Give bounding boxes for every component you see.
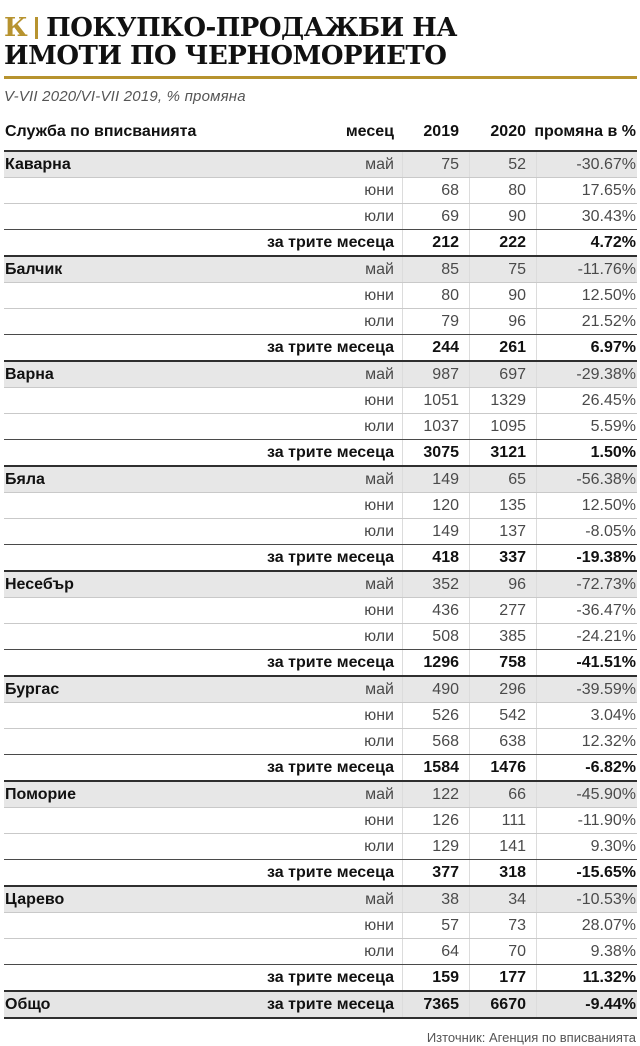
change-cell: 30.43%	[536, 204, 637, 229]
value-2019-cell: 79	[402, 309, 469, 334]
city-cell: Балчик	[5, 260, 63, 278]
total-label-cell: за трите месеца	[267, 968, 394, 986]
city-cell: Каварна	[5, 155, 71, 173]
city-cell	[4, 283, 215, 308]
change-cell: -36.47%	[536, 598, 637, 623]
value-2019-cell: 38	[402, 887, 469, 912]
table-row	[4, 283, 637, 309]
section-total-row	[4, 230, 637, 257]
value-2020-cell: 75	[469, 257, 536, 282]
table-row	[4, 414, 637, 440]
month-cell: май	[365, 575, 394, 593]
total-city-cell: Общо	[5, 995, 51, 1013]
change-cell: 21.52%	[536, 309, 637, 334]
value-2019-cell: 436	[402, 598, 469, 623]
total-month-cell: за трите месеца	[267, 995, 394, 1013]
month-cell: май	[365, 155, 394, 173]
change-cell: -10.53%	[536, 887, 637, 912]
change-cell: -19.38%	[536, 545, 637, 570]
value-2020-cell: 277	[469, 598, 536, 623]
month-cell: юни	[364, 286, 394, 304]
city-section	[4, 152, 637, 257]
change-cell: 4.72%	[536, 230, 637, 255]
total-2019-cell: 7365	[402, 992, 469, 1017]
month-cell: май	[365, 260, 394, 278]
value-2019-cell: 244	[402, 335, 469, 360]
month-cell: юни	[364, 706, 394, 724]
city-cell	[4, 808, 215, 833]
city-cell	[4, 440, 215, 465]
change-cell: -29.38%	[536, 362, 637, 387]
value-2020-cell: 90	[469, 204, 536, 229]
value-2019-cell: 1037	[402, 414, 469, 439]
value-2020-cell: 90	[469, 283, 536, 308]
city-cell	[4, 204, 215, 229]
value-2020-cell: 542	[469, 703, 536, 728]
value-2019-cell: 1051	[402, 388, 469, 413]
change-cell: 12.32%	[536, 729, 637, 754]
table-row	[4, 178, 637, 204]
value-2019-cell: 122	[402, 782, 469, 807]
section-total-row	[4, 545, 637, 572]
change-cell: 1.50%	[536, 440, 637, 465]
city-cell	[4, 913, 215, 938]
value-2019-cell: 418	[402, 545, 469, 570]
value-2020-cell: 66	[469, 782, 536, 807]
value-2020-cell: 222	[469, 230, 536, 255]
change-cell: -8.05%	[536, 519, 637, 544]
value-2020-cell: 52	[469, 152, 536, 177]
city-cell	[4, 230, 215, 255]
month-cell: юли	[364, 522, 394, 540]
month-cell: юли	[364, 312, 394, 330]
change-cell: 9.30%	[536, 834, 637, 859]
month-cell: май	[365, 890, 394, 908]
value-2019-cell: 508	[402, 624, 469, 649]
value-2020-cell: 1329	[469, 388, 536, 413]
value-2020-cell: 96	[469, 572, 536, 597]
value-2019-cell: 85	[402, 257, 469, 282]
city-cell	[4, 545, 215, 570]
city-cell	[4, 834, 215, 859]
change-cell: -72.73%	[536, 572, 637, 597]
month-cell: юли	[364, 732, 394, 750]
value-2019-cell: 149	[402, 519, 469, 544]
change-cell: -39.59%	[536, 677, 637, 702]
change-cell: -30.67%	[536, 152, 637, 177]
month-cell: май	[365, 680, 394, 698]
table-row	[4, 493, 637, 519]
city-cell	[4, 755, 215, 780]
table-row	[4, 572, 637, 598]
value-2019-cell: 64	[402, 939, 469, 964]
city-cell	[4, 729, 215, 754]
value-2019-cell: 987	[402, 362, 469, 387]
month-cell: май	[365, 470, 394, 488]
header-2020: 2020	[490, 123, 526, 140]
month-cell: юни	[364, 391, 394, 409]
city-cell	[4, 598, 215, 623]
month-cell: юли	[364, 942, 394, 960]
title-separator-bar	[35, 17, 38, 39]
value-2019-cell: 568	[402, 729, 469, 754]
total-label-cell: за трите месеца	[267, 863, 394, 881]
value-2020-cell: 177	[469, 965, 536, 990]
month-cell: юни	[364, 811, 394, 829]
table-row	[4, 362, 637, 388]
section-total-row	[4, 440, 637, 467]
month-cell: май	[365, 785, 394, 803]
brand-logo-k: К	[4, 13, 28, 43]
change-cell: -56.38%	[536, 467, 637, 492]
city-cell	[4, 965, 215, 990]
table-row	[4, 834, 637, 860]
city-cell	[4, 860, 215, 885]
value-2019-cell: 120	[402, 493, 469, 518]
value-2020-cell: 697	[469, 362, 536, 387]
change-cell: 11.32%	[536, 965, 637, 990]
month-cell: юни	[364, 916, 394, 934]
total-change-cell: -9.44%	[536, 992, 637, 1017]
city-cell: Несебър	[5, 575, 74, 593]
table-header-row	[4, 114, 637, 152]
value-2019-cell: 75	[402, 152, 469, 177]
table-row	[4, 388, 637, 414]
change-cell: 6.97%	[536, 335, 637, 360]
value-2019-cell: 80	[402, 283, 469, 308]
city-cell	[4, 335, 215, 360]
value-2020-cell: 70	[469, 939, 536, 964]
value-2019-cell: 377	[402, 860, 469, 885]
change-cell: -24.21%	[536, 624, 637, 649]
city-cell	[4, 519, 215, 544]
table-row	[4, 808, 637, 834]
city-cell: Поморие	[5, 785, 76, 803]
total-label-cell: за трите месеца	[267, 758, 394, 776]
table-row	[4, 598, 637, 624]
section-total-row	[4, 755, 637, 782]
month-cell: юли	[364, 627, 394, 645]
city-section	[4, 467, 637, 572]
table-row	[4, 519, 637, 545]
city-section	[4, 782, 637, 887]
value-2019-cell: 490	[402, 677, 469, 702]
table-row	[4, 204, 637, 230]
city-cell: Царево	[5, 890, 65, 908]
data-table	[4, 114, 637, 1019]
value-2020-cell: 296	[469, 677, 536, 702]
month-cell: юли	[364, 837, 394, 855]
grand-total-row	[4, 992, 637, 1019]
city-section	[4, 572, 637, 677]
value-2020-cell: 73	[469, 913, 536, 938]
value-2020-cell: 385	[469, 624, 536, 649]
change-cell: 9.38%	[536, 939, 637, 964]
change-cell: 12.50%	[536, 283, 637, 308]
change-cell: -45.90%	[536, 782, 637, 807]
table-row	[4, 703, 637, 729]
change-cell: -11.76%	[536, 257, 637, 282]
change-cell: 3.04%	[536, 703, 637, 728]
month-cell: май	[365, 365, 394, 383]
value-2020-cell: 96	[469, 309, 536, 334]
city-section	[4, 362, 637, 467]
change-cell: 12.50%	[536, 493, 637, 518]
value-2019-cell: 352	[402, 572, 469, 597]
total-label-cell: за трите месеца	[267, 653, 394, 671]
value-2020-cell: 337	[469, 545, 536, 570]
city-cell	[4, 939, 215, 964]
value-2020-cell: 1476	[469, 755, 536, 780]
value-2019-cell: 126	[402, 808, 469, 833]
total-label-cell: за трите месеца	[267, 233, 394, 251]
total-label-cell: за трите месеца	[267, 443, 394, 461]
table-row	[4, 887, 637, 913]
chart-subtitle: V-VII 2020/VI-VII 2019, % промяна	[4, 88, 246, 105]
table-row	[4, 467, 637, 493]
section-total-row	[4, 860, 637, 887]
city-section	[4, 677, 637, 782]
value-2019-cell: 3075	[402, 440, 469, 465]
change-cell: 5.59%	[536, 414, 637, 439]
city-cell: Бяла	[5, 470, 45, 488]
month-cell: юли	[364, 207, 394, 225]
value-2020-cell: 111	[469, 808, 536, 833]
city-cell	[4, 703, 215, 728]
total-label-cell: за трите месеца	[267, 338, 394, 356]
table-row	[4, 624, 637, 650]
table-row	[4, 913, 637, 939]
value-2020-cell: 137	[469, 519, 536, 544]
city-cell: Варна	[5, 365, 54, 383]
change-cell: -11.90%	[536, 808, 637, 833]
city-cell	[4, 178, 215, 203]
change-cell: 17.65%	[536, 178, 637, 203]
value-2019-cell: 69	[402, 204, 469, 229]
city-cell: Бургас	[5, 680, 60, 698]
month-cell: юли	[364, 417, 394, 435]
city-cell	[4, 650, 215, 675]
value-2020-cell: 261	[469, 335, 536, 360]
value-2020-cell: 1095	[469, 414, 536, 439]
section-total-row	[4, 965, 637, 992]
page-title	[4, 14, 637, 70]
title-line-2: ИМОТИ ПО ЧЕРНОМОРИЕТО	[4, 41, 447, 71]
value-2020-cell: 758	[469, 650, 536, 675]
table-body	[4, 152, 637, 992]
value-2019-cell: 68	[402, 178, 469, 203]
month-cell: юни	[364, 601, 394, 619]
city-cell	[4, 493, 215, 518]
city-section	[4, 257, 637, 362]
value-2019-cell: 149	[402, 467, 469, 492]
change-cell: 26.45%	[536, 388, 637, 413]
table-row	[4, 729, 637, 755]
value-2020-cell: 638	[469, 729, 536, 754]
value-2020-cell: 135	[469, 493, 536, 518]
table-row	[4, 152, 637, 178]
value-2019-cell: 212	[402, 230, 469, 255]
header-month: месец	[345, 123, 394, 140]
value-2020-cell: 318	[469, 860, 536, 885]
city-cell	[4, 388, 215, 413]
title-line-1: ПОКУПКО-ПРОДАЖБИ НА	[46, 13, 457, 43]
section-total-row	[4, 650, 637, 677]
section-total-row	[4, 335, 637, 362]
city-section	[4, 887, 637, 992]
table-row	[4, 677, 637, 703]
header-2019: 2019	[423, 123, 459, 140]
month-cell: юни	[364, 181, 394, 199]
header-office: Служба по вписванията	[5, 123, 197, 140]
change-cell: 28.07%	[536, 913, 637, 938]
table-row	[4, 939, 637, 965]
value-2020-cell: 65	[469, 467, 536, 492]
value-2020-cell: 80	[469, 178, 536, 203]
city-cell	[4, 309, 215, 334]
table-row	[4, 782, 637, 808]
source-note: Източник: Агенция по вписванията	[426, 1030, 636, 1045]
city-cell	[4, 414, 215, 439]
value-2020-cell: 34	[469, 887, 536, 912]
total-label-cell: за трите месеца	[267, 548, 394, 566]
value-2019-cell: 526	[402, 703, 469, 728]
table-row	[4, 309, 637, 335]
value-2019-cell: 1584	[402, 755, 469, 780]
total-2020-cell: 6670	[469, 992, 536, 1017]
month-cell: юни	[364, 496, 394, 514]
change-cell: -6.82%	[536, 755, 637, 780]
gold-divider	[4, 76, 637, 79]
value-2019-cell: 159	[402, 965, 469, 990]
value-2019-cell: 129	[402, 834, 469, 859]
header-change: промяна в %	[534, 123, 636, 140]
value-2020-cell: 3121	[469, 440, 536, 465]
change-cell: -41.51%	[536, 650, 637, 675]
value-2019-cell: 57	[402, 913, 469, 938]
table-row	[4, 257, 637, 283]
city-cell	[4, 624, 215, 649]
change-cell: -15.65%	[536, 860, 637, 885]
value-2019-cell: 1296	[402, 650, 469, 675]
value-2020-cell: 141	[469, 834, 536, 859]
